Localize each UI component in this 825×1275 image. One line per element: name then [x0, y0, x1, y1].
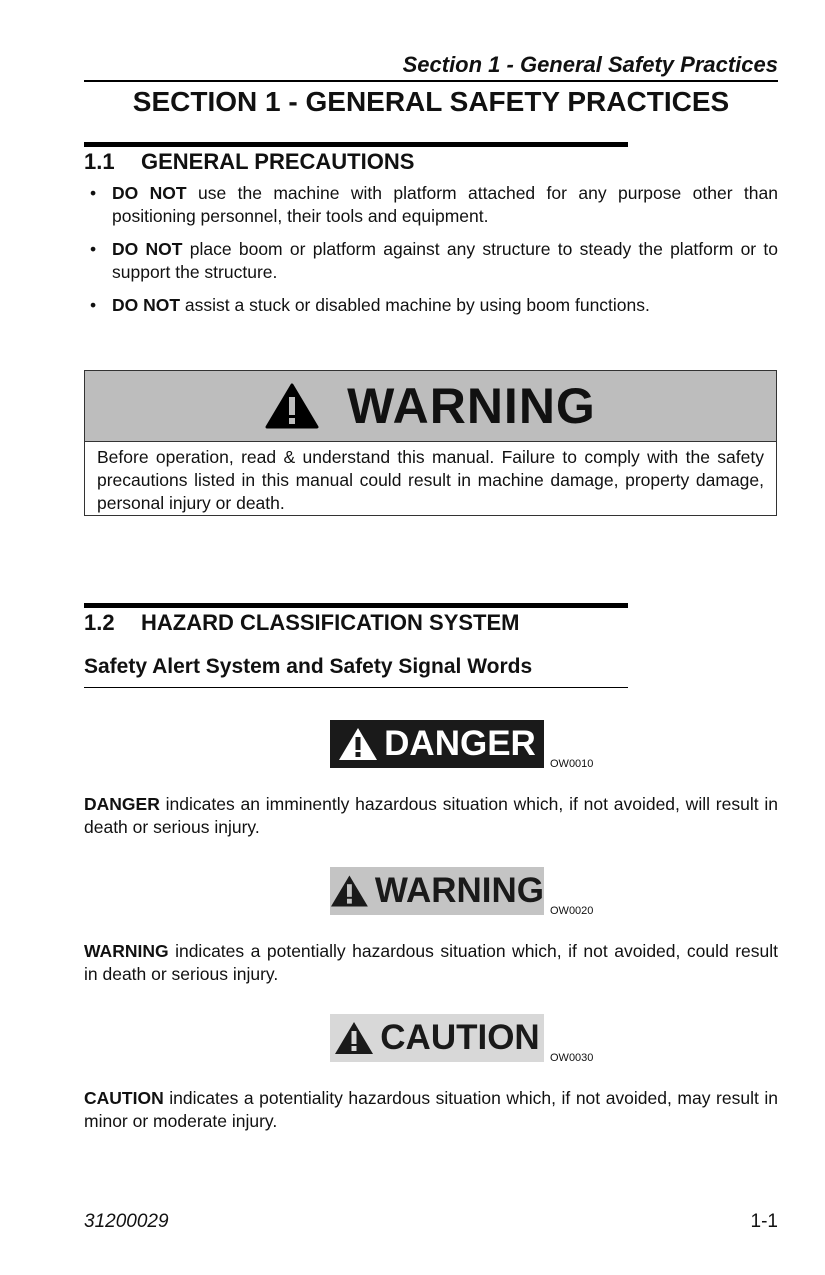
warning-triangle-icon: [338, 727, 378, 761]
list-item: [84, 182, 778, 228]
warning-signal-label: [330, 867, 544, 915]
warning-text: Before operation, read & understand this manual. Failure to comply with the safety precautions listed in this manual could result in machine damage, property damage, personal injury or death.: [97, 447, 764, 513]
warning-triangle-icon: [330, 874, 369, 908]
warning-triangle-icon: [334, 1021, 374, 1055]
description-text: indicates a potentiality hazardous situation which, if not avoided, may result in minor or moderate injury.: [84, 1088, 778, 1131]
signal-word: CAUTION: [380, 1018, 540, 1057]
warning-triangle-icon: [265, 383, 319, 429]
list-item: [84, 294, 778, 317]
warning-banner: [85, 371, 776, 442]
signal-word: DANGER: [384, 724, 536, 763]
page-title: SECTION 1 - GENERAL SAFETY PRACTICES: [132, 86, 730, 117]
image-code: OW0030: [550, 1052, 594, 1064]
bullet-text: assist a stuck or disabled machine by using boom functions.: [180, 295, 650, 315]
section-1-2-heading: [84, 610, 519, 636]
warning-box: [84, 370, 777, 516]
danger-signal-label: [330, 720, 544, 768]
warning-word: WARNING: [347, 378, 596, 434]
precautions-list: [84, 182, 778, 327]
signal-description: [84, 1087, 778, 1133]
caution-signal-label: [330, 1014, 544, 1062]
bullet-icon: •: [90, 183, 97, 203]
signal-term: DANGER: [84, 794, 160, 814]
image-code: OW0010: [550, 758, 594, 770]
page-number: 1-1: [750, 1211, 778, 1232]
emphasis-text: DO NOT: [112, 295, 181, 315]
list-item: [84, 238, 778, 284]
section-1-1-heading: [84, 149, 414, 175]
running-head: Section 1 - General Safety Practices: [402, 52, 778, 77]
header-rule: [84, 80, 778, 82]
signal-description: [84, 940, 778, 986]
image-code: OW0020: [550, 905, 594, 917]
subsection-title: Safety Alert System and Safety Signal Words: [84, 655, 533, 678]
signal-description: [84, 793, 778, 839]
description-text: indicates an imminently hazardous situation which, if not avoided, will result in death or serious injury.: [84, 794, 778, 837]
section-number: 1.1: [84, 149, 115, 174]
section-bar: [84, 603, 628, 608]
bullet-text: place boom or platform against any structure to steady the platform or to support the structure.: [112, 239, 778, 282]
bullet-text: use the machine with platform attached for any purpose other than positioning personnel, their tools and equipment.: [112, 183, 778, 226]
subsection-rule: [84, 687, 628, 688]
emphasis-text: DO NOT: [112, 183, 187, 203]
bullet-icon: •: [90, 295, 97, 315]
section-title: GENERAL PRECAUTIONS: [141, 149, 415, 174]
bullet-icon: •: [90, 239, 97, 259]
section-title: HAZARD CLASSIFICATION SYSTEM: [141, 610, 520, 635]
signal-term: CAUTION: [84, 1088, 164, 1108]
section-bar: [84, 142, 628, 147]
section-number: 1.2: [84, 610, 115, 635]
signal-term: WARNING: [84, 941, 169, 961]
signal-word: WARNING: [374, 871, 544, 910]
description-text: indicates a potentially hazardous situation which, if not avoided, could result in death or serious injury.: [84, 941, 778, 984]
emphasis-text: DO NOT: [112, 239, 183, 259]
document-number: 31200029: [84, 1211, 169, 1232]
